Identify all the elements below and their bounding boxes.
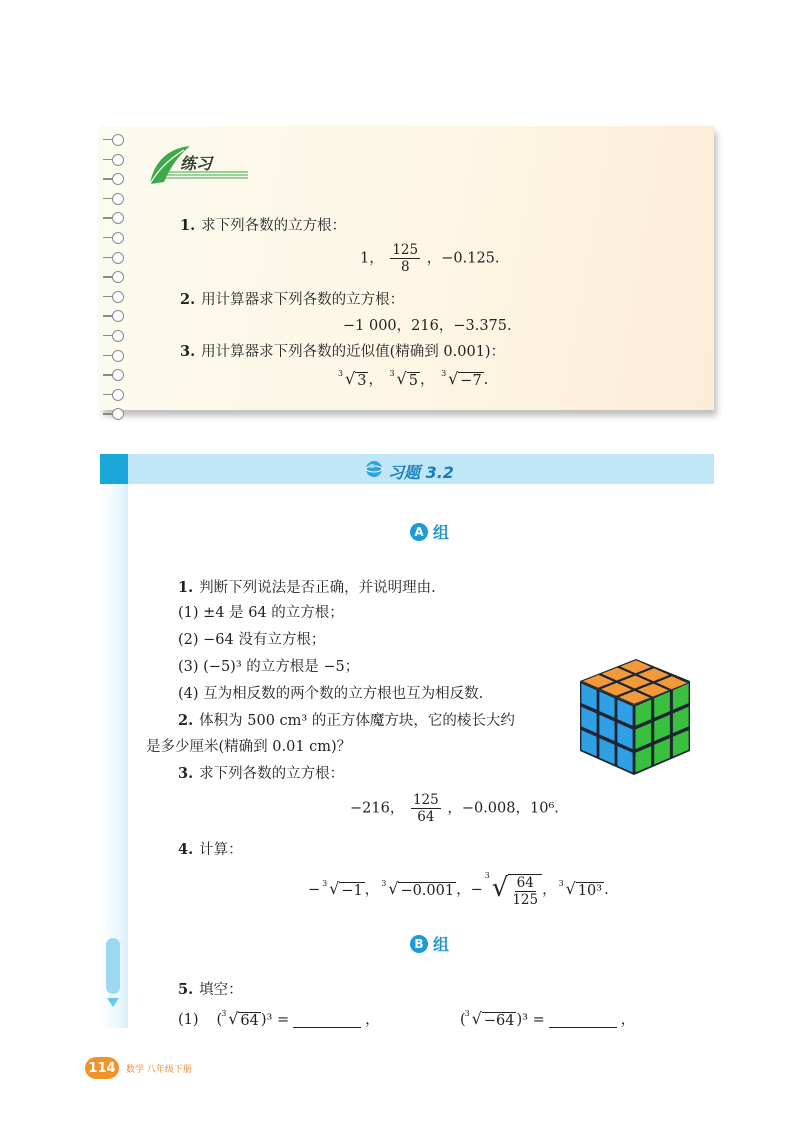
fraction: $\frac{125}{64}$ (412, 792, 439, 825)
exercise-title: 习题 3.2 (388, 463, 454, 482)
answer-blank[interactable] (293, 1013, 361, 1028)
binding-ring (112, 193, 124, 205)
fraction: $\frac{125}{8}$ (392, 242, 419, 275)
exercise-header-marker (100, 454, 128, 484)
exercise-q1: 1. 判断下列说法是否正确，并说明理由. (178, 579, 436, 596)
exercise-q3: 3. 求下列各数的立方根： (178, 765, 345, 782)
exercise-q5-item-2: ( 3 √ −64 )³ = ， (460, 1009, 636, 1029)
group-b-badge: B (410, 935, 428, 953)
exercise-q5: 5. 填空： (178, 981, 243, 998)
cube-root: 3 √ −1 (322, 879, 363, 899)
binding-ring (112, 330, 124, 342)
book-title: 数学 八年级下册 (126, 1065, 192, 1075)
practice-q3: 3. 用计算器求下列各数的近似值(精确到 0.001)： (180, 343, 506, 360)
scroll-thumb[interactable] (106, 938, 120, 994)
cube-root: 3 √ −0.001 (381, 879, 455, 899)
exercise-q4-values: − 3 √ −1 ， 3 √ −0.001 ， − 3 √ $\frac{64}{125}$ ， 3 √ 10³ . (308, 871, 609, 908)
answer-blank[interactable] (549, 1013, 617, 1028)
exercise-q2-cont: 是多少厘米(精确到 0.01 cm)？ (146, 739, 352, 755)
exercise-q3-values: −216， $\frac{125}{64}$ ，−0.008，10⁶. (350, 792, 559, 825)
group-a-label: A 组 (410, 520, 449, 543)
binding-ring (112, 389, 124, 401)
binding-ring (112, 134, 124, 146)
exercise-q5-item-1: (1) ( 3 √ 64 )³ = ， (178, 1009, 380, 1029)
scroll-down-arrow[interactable] (107, 998, 119, 1007)
cube-root: 3 √ −7 (441, 369, 482, 389)
cube-root: 3 √ 5 (389, 369, 418, 389)
rubiks-cube-illustration (574, 655, 696, 779)
binding-ring (112, 154, 124, 166)
practice-q3-values: 3 √ 3 ， 3 √ 5 ， 3 √ −7 . (338, 369, 489, 389)
exercise-q2: 2. 体积为 500 cm³ 的正方体魔方块，它的棱长大约 (178, 712, 515, 729)
exercise-q1-item: (4) 互为相反数的两个数的立方根也互为相反数. (178, 686, 484, 702)
cube-root-fraction: 3 √ $\frac{64}{125}$ (492, 872, 542, 908)
binding-ring (112, 291, 124, 303)
cube-root: 3 √ 64 (221, 1009, 259, 1029)
exercise-q1-item: (2) −64 没有立方根； (178, 632, 326, 648)
globe-icon (364, 459, 384, 479)
page-number: 114 (85, 1057, 119, 1079)
binding-ring (112, 408, 124, 420)
binding-ring (112, 232, 124, 244)
binding-ring (112, 350, 124, 362)
practice-title: 练习 (180, 154, 213, 173)
practice-q1-values: 1， $\frac{125}{8}$ ，−0.125. (360, 242, 500, 275)
binding-ring (112, 252, 124, 264)
group-b-label: B 组 (410, 932, 449, 955)
exercise-q4: 4. 计算： (178, 841, 243, 858)
practice-q2: 2. 用计算器求下列各数的立方根： (180, 291, 405, 308)
cube-root: 3 √ 3 (338, 369, 367, 389)
practice-q1: 1. 求下列各数的立方根： (180, 217, 347, 234)
cube-root: 3 √ 10³ (558, 879, 603, 899)
practice-q2-values: −1 000，216，−3.375. (343, 318, 512, 334)
exercise-q1-item: (1) ±4 是 64 的立方根； (178, 605, 344, 621)
cube-root: 3 √ −64 (464, 1009, 515, 1029)
group-a-badge: A (410, 523, 428, 541)
exercise-q1-item: (3) (−5)³ 的立方根是 −5； (178, 659, 360, 675)
